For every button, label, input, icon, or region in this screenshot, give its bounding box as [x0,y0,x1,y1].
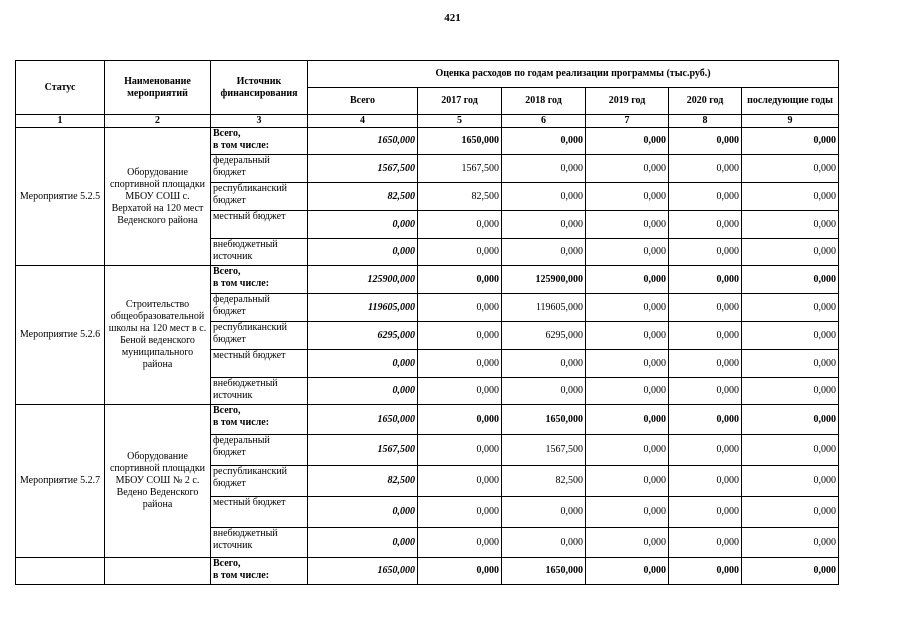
status-cell [16,558,105,585]
amount-cell-later: 0,000 [742,211,839,239]
funding-source-cell: внебюджетный источник [211,239,308,266]
page-number: 421 [444,12,461,24]
amount-cell-y2020: 0,000 [669,350,742,378]
funding-source-cell: Всего, в том числе: [211,266,308,294]
column-index: 9 [742,115,839,128]
amount-cell-y2019: 0,000 [586,378,669,405]
amount-cell-y2018: 0,000 [502,183,586,211]
status-cell: Мероприятие 5.2.5 [16,128,105,266]
col-2019-header: 2019 год [586,88,669,115]
amount-cell-later: 0,000 [742,558,839,585]
amount-cell-total: 0,000 [308,378,418,405]
amount-cell-y2020: 0,000 [669,128,742,155]
amount-cell-y2019: 0,000 [586,405,669,435]
amount-cell-y2020: 0,000 [669,155,742,183]
amount-cell-y2017: 0,000 [418,322,502,350]
amount-cell-y2018: 1650,000 [502,558,586,585]
amount-cell-y2017: 0,000 [418,350,502,378]
funding-source-cell: местный бюджет [211,497,308,528]
amount-cell-y2020: 0,000 [669,322,742,350]
amount-cell-total: 6295,000 [308,322,418,350]
funding-source-cell: республиканский бюджет [211,466,308,497]
amount-cell-y2020: 0,000 [669,497,742,528]
amount-cell-later: 0,000 [742,266,839,294]
amount-cell-y2017: 0,000 [418,528,502,558]
amount-cell-y2019: 0,000 [586,211,669,239]
amount-cell-y2017: 0,000 [418,378,502,405]
funding-source-cell: республиканский бюджет [211,322,308,350]
amount-cell-later: 0,000 [742,155,839,183]
funding-source-cell: Всего, в том числе: [211,405,308,435]
amount-cell-total: 0,000 [308,211,418,239]
amount-cell-y2019: 0,000 [586,266,669,294]
amount-cell-y2019: 0,000 [586,558,669,585]
amount-cell-y2017: 0,000 [418,211,502,239]
column-index: 5 [418,115,502,128]
amount-cell-total: 1650,000 [308,558,418,585]
amount-cell-y2019: 0,000 [586,350,669,378]
amount-cell-y2019: 0,000 [586,183,669,211]
amount-cell-y2019: 0,000 [586,497,669,528]
funding-source-cell: Всего, в том числе: [211,558,308,585]
amount-cell-later: 0,000 [742,528,839,558]
table-row [16,405,839,435]
amount-cell-y2019: 0,000 [586,239,669,266]
amount-cell-y2017: 0,000 [418,239,502,266]
measure-name-cell [105,558,211,585]
amount-cell-y2019: 0,000 [586,294,669,322]
amount-cell-later: 0,000 [742,435,839,466]
amount-cell-y2020: 0,000 [669,183,742,211]
col-estimate-header: Оценка расходов по годам реализации программы (тыс.руб.) [308,61,839,88]
amount-cell-y2017: 1567,500 [418,155,502,183]
amount-cell-later: 0,000 [742,294,839,322]
column-index: 7 [586,115,669,128]
amount-cell-y2019: 0,000 [586,466,669,497]
amount-cell-y2020: 0,000 [669,558,742,585]
funding-source-cell: внебюджетный источник [211,378,308,405]
amount-cell-y2017: 0,000 [418,435,502,466]
amount-cell-total: 0,000 [308,497,418,528]
amount-cell-y2017: 0,000 [418,558,502,585]
amount-cell-later: 0,000 [742,405,839,435]
funding-source-cell: республиканский бюджет [211,183,308,211]
funding-source-cell: местный бюджет [211,350,308,378]
col-later-header: последующие годы [742,88,839,115]
table-row [16,558,839,585]
amount-cell-y2018: 6295,000 [502,322,586,350]
measure-name-cell: Строительство общеобразовательной школы на 120 мест в с. Беной веденского муниципального района [105,266,211,405]
column-index: 6 [502,115,586,128]
amount-cell-y2020: 0,000 [669,435,742,466]
amount-cell-y2020: 0,000 [669,294,742,322]
amount-cell-y2018: 0,000 [502,350,586,378]
column-index: 8 [669,115,742,128]
funding-source-cell: внебюджетный источник [211,528,308,558]
amount-cell-y2018: 0,000 [502,239,586,266]
amount-cell-later: 0,000 [742,350,839,378]
amount-cell-total: 82,500 [308,183,418,211]
col-2020-header: 2020 год [669,88,742,115]
amount-cell-total: 1567,500 [308,155,418,183]
amount-cell-total: 0,000 [308,239,418,266]
amount-cell-total: 1650,000 [308,405,418,435]
col-name-header: Наименование мероприятий [105,61,211,115]
col-2017-header: 2017 год [418,88,502,115]
amount-cell-total: 0,000 [308,350,418,378]
amount-cell-later: 0,000 [742,322,839,350]
amount-cell-y2019: 0,000 [586,128,669,155]
amount-cell-total: 0,000 [308,528,418,558]
column-index-row [16,115,839,128]
column-index: 4 [308,115,418,128]
amount-cell-y2019: 0,000 [586,435,669,466]
funding-source-cell: Всего, в том числе: [211,128,308,155]
funding-source-cell: федеральный бюджет [211,294,308,322]
amount-cell-y2020: 0,000 [669,211,742,239]
column-index: 3 [211,115,308,128]
amount-cell-total: 1567,500 [308,435,418,466]
funding-source-cell: местный бюджет [211,211,308,239]
column-index: 1 [16,115,105,128]
amount-cell-y2017: 1650,000 [418,128,502,155]
amount-cell-y2018: 1567,500 [502,435,586,466]
col-total-header: Всего [308,88,418,115]
amount-cell-later: 0,000 [742,128,839,155]
amount-cell-y2018: 82,500 [502,466,586,497]
measure-name-cell: Оборудование спортивной площадки МБОУ СОШ с. Верхатой на 120 мест Веденского района [105,128,211,266]
amount-cell-y2020: 0,000 [669,528,742,558]
amount-cell-y2020: 0,000 [669,405,742,435]
amount-cell-total: 82,500 [308,466,418,497]
amount-cell-y2018: 125900,000 [502,266,586,294]
amount-cell-y2019: 0,000 [586,155,669,183]
budget-table [15,60,839,585]
amount-cell-y2018: 0,000 [502,378,586,405]
amount-cell-y2019: 0,000 [586,528,669,558]
table-row [16,266,839,294]
amount-cell-y2017: 0,000 [418,294,502,322]
amount-cell-y2018: 1650,000 [502,405,586,435]
status-cell: Мероприятие 5.2.7 [16,405,105,558]
col-source-header: Источник финансирования [211,61,308,115]
amount-cell-y2017: 0,000 [418,405,502,435]
amount-cell-y2017: 0,000 [418,497,502,528]
column-index: 2 [105,115,211,128]
amount-cell-y2018: 0,000 [502,497,586,528]
amount-cell-y2020: 0,000 [669,466,742,497]
amount-cell-y2018: 0,000 [502,128,586,155]
amount-cell-y2017: 0,000 [418,466,502,497]
table-row [16,128,839,155]
status-cell: Мероприятие 5.2.6 [16,266,105,405]
amount-cell-y2018: 0,000 [502,211,586,239]
amount-cell-total: 125900,000 [308,266,418,294]
amount-cell-total: 119605,000 [308,294,418,322]
col-status-header: Статус [16,61,105,115]
amount-cell-y2017: 0,000 [418,266,502,294]
amount-cell-y2020: 0,000 [669,266,742,294]
amount-cell-y2019: 0,000 [586,322,669,350]
funding-source-cell: федеральный бюджет [211,155,308,183]
amount-cell-y2020: 0,000 [669,239,742,266]
amount-cell-later: 0,000 [742,183,839,211]
amount-cell-y2017: 82,500 [418,183,502,211]
funding-source-cell: федеральный бюджет [211,435,308,466]
amount-cell-y2018: 119605,000 [502,294,586,322]
amount-cell-y2020: 0,000 [669,378,742,405]
amount-cell-later: 0,000 [742,239,839,266]
col-2018-header: 2018 год [502,88,586,115]
amount-cell-later: 0,000 [742,497,839,528]
amount-cell-later: 0,000 [742,378,839,405]
amount-cell-y2018: 0,000 [502,155,586,183]
amount-cell-later: 0,000 [742,466,839,497]
amount-cell-total: 1650,000 [308,128,418,155]
measure-name-cell: Оборудование спортивной площадки МБОУ СОШ № 2 с. Ведено Веденского района [105,405,211,558]
amount-cell-y2018: 0,000 [502,528,586,558]
